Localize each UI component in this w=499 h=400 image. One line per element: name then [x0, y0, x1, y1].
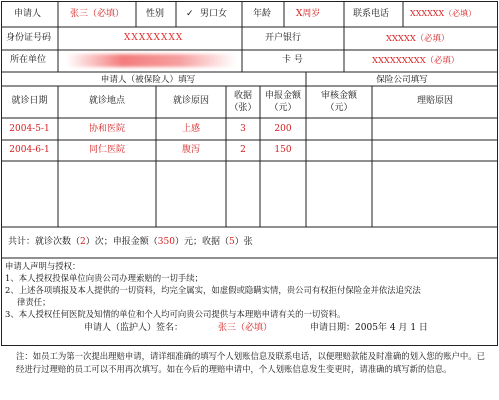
age-value[interactable]: X周岁 — [296, 9, 321, 19]
section-insurer-header: 保险公司填写 — [376, 75, 428, 85]
declaration-item-1: 1、本人授权投保单位向贵公司办理索赔的一切手续； — [5, 273, 203, 283]
declaration-item-3: 3、本人授权任何医院及知情的单位和个人均可向贵公司提供与本理赔申请有关的一切资料。 — [5, 309, 346, 319]
gender-check-icon[interactable]: ✓ — [186, 9, 194, 19]
card-label: 卡 号 — [282, 55, 303, 65]
row1-docs[interactable]: 3 — [240, 124, 246, 134]
age-label: 年龄 — [253, 9, 272, 19]
date-year[interactable]: 2005 — [355, 323, 378, 333]
col-date: 就诊日期 — [11, 96, 48, 106]
footer-note: 注：如员工为第一次提出理赔申请，请详细准确的填写个人划账信息及联系电话，以便理赔款能及时准确的划入您的账户中。已经进行过理赔的员工可以不用再次填写。如在今后的理赔申请中，个人划账信息发生变更时，请准确的填写新的信息。 — [16, 351, 485, 374]
gender-label: 性别 — [146, 9, 165, 19]
date-month[interactable]: 4 — [389, 323, 396, 333]
row2-reason[interactable]: 腹泻 — [181, 145, 200, 155]
col-place: 就诊地点 — [88, 96, 125, 106]
section-applicant-header: 申请人（被保险人）填写 — [100, 75, 196, 85]
totals-mid1: ）次；申报金额（ — [85, 237, 158, 247]
unit-label: 所在单位 — [10, 55, 47, 65]
col-approved-line1: 审核金额 — [320, 91, 357, 101]
col-docs-line2: （张） — [229, 103, 257, 113]
date-day-suffix: 日 — [418, 323, 428, 333]
phone-value[interactable]: XXXXXX（必填） — [410, 9, 477, 18]
totals-line — [8, 238, 253, 247]
totals-prefix: 共计：就诊次数（ — [8, 237, 81, 247]
date-month-suffix: 月 — [398, 323, 408, 333]
declaration-title: 申请人声明与授权： — [5, 261, 81, 271]
row1-amount[interactable]: 200 — [274, 124, 292, 134]
bank-label: 开户银行 — [265, 33, 302, 43]
signature-value[interactable]: 张三（必填） — [218, 323, 273, 333]
col-reason: 就诊原因 — [172, 96, 209, 106]
id-number-label: 身份证号码 — [6, 33, 52, 43]
totals-suffix: ）张 — [234, 237, 253, 247]
totals-amount[interactable]: 350 — [157, 237, 175, 247]
totals-receipts[interactable]: 5 — [228, 237, 235, 247]
gender-value[interactable]: 男口女 — [200, 9, 228, 19]
application-date — [310, 324, 428, 333]
col-docs-line1: 收据 — [233, 91, 252, 101]
unit-value-redacted — [66, 54, 236, 67]
row2-date[interactable]: 2004-6-1 — [9, 145, 50, 155]
col-amount-line1: 申报金额 — [264, 91, 301, 101]
row2-docs[interactable]: 2 — [240, 145, 246, 155]
date-day[interactable]: 1 — [410, 323, 417, 333]
row1-reason[interactable]: 上感 — [181, 124, 200, 134]
date-label: 申请日期： — [310, 323, 356, 333]
col-amount-line2: （元） — [269, 103, 297, 113]
applicant-label: 申请人 — [14, 9, 42, 19]
col-approved-line2: （元） — [325, 103, 353, 113]
bank-value[interactable]: XXXXX（必填） — [386, 33, 450, 43]
col-claim-reason: 理赔原因 — [416, 96, 453, 106]
signature-label: 申请人（监护人）签名： — [84, 323, 184, 333]
declaration-item-2: 2、上述各项填报及本人提供的一切资料，均完全属实，如虚假或隐瞒实情，贵公司有权拒付保险金并依法追究法 — [5, 285, 421, 295]
totals-mid2: ）元；收据（ — [174, 237, 229, 247]
card-value[interactable]: XXXXXXXXX（必填） — [372, 55, 460, 65]
id-number-value[interactable]: XXXXXXXX — [124, 33, 184, 43]
phone-label: 联系电话 — [353, 9, 390, 19]
declaration-item-2-cont: 律责任； — [17, 297, 51, 307]
row1-place[interactable]: 协和医院 — [88, 124, 125, 134]
row1-date[interactable]: 2004-5-1 — [9, 124, 50, 134]
date-year-suffix: 年 — [377, 323, 387, 333]
row2-amount[interactable]: 150 — [274, 145, 292, 155]
totals-visits[interactable]: 2 — [80, 237, 86, 247]
applicant-value[interactable]: 张三（必填） — [70, 9, 125, 19]
row2-place[interactable]: 同仁医院 — [88, 145, 125, 155]
